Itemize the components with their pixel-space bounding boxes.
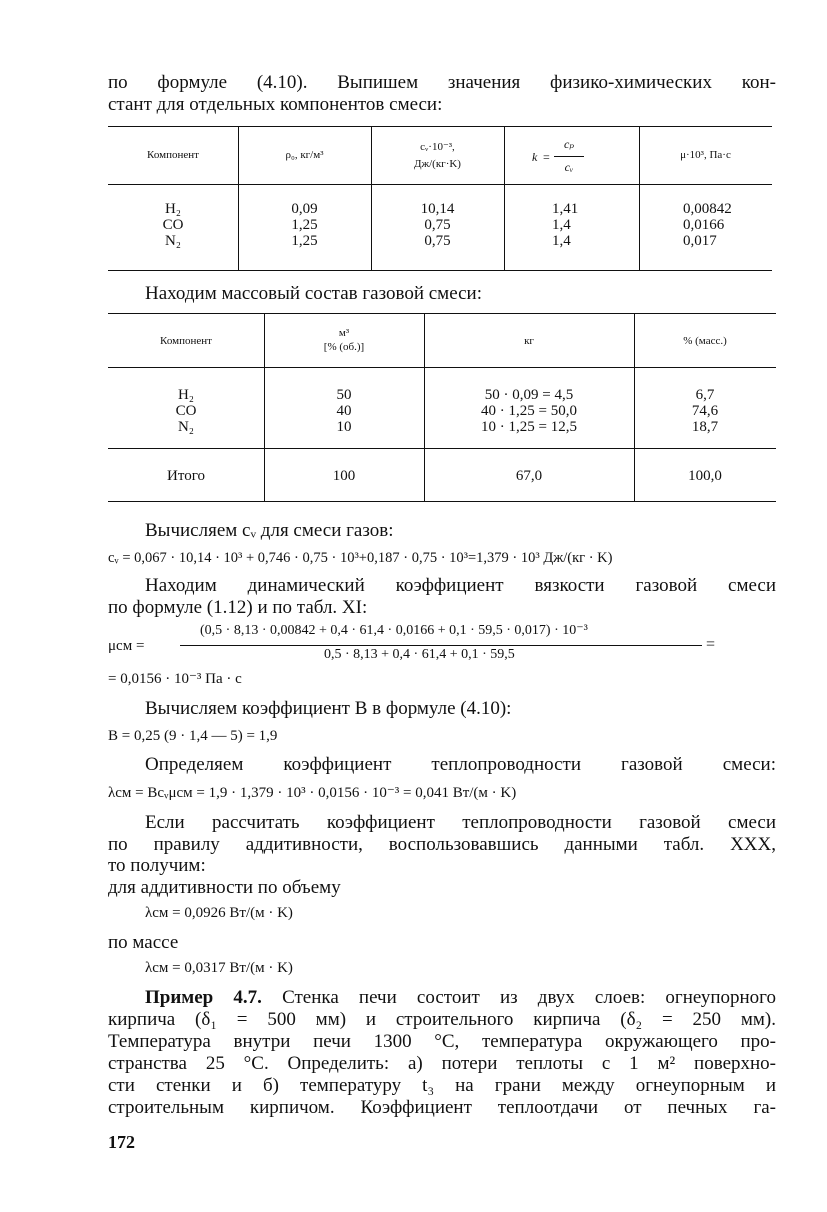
table2-total-volume: 100 [332,468,356,484]
table2-header-vol-pct: [% (об.)] [323,341,365,353]
table1-header-component: Компонент [147,149,199,161]
viscosity-numerator: (0,5 · 8,13 · 0,00842 + 0,4 · 61,4 · 0,0166 + 0,1 · 59,5 · 0,017) · 10⁻³ [200,623,588,638]
table2-top-rule [108,313,776,314]
table1-k: 1,4 [552,217,571,233]
table1-density: 0,09 [291,201,318,217]
example-label: Пример 4.7. [145,987,262,1008]
example-line-6: строительным кирпичом. Коэффициент теплоотдачи от печных га- [108,1097,776,1118]
table2-volume: 40 [336,403,352,419]
b-formula: B = 0,25 (9 · 1,4 — 5) = 1,9 [108,728,278,744]
by-volume-label: для аддитивности по объему [108,877,341,898]
table2-header-rule [108,367,776,368]
by-mass-formula: λсм = 0,0317 Вт/(м · K) [145,960,293,976]
table2-header-m3: м³ [338,327,350,339]
cv-heading: Вычисляем cᵥ для смеси газов: [145,520,394,541]
table1-viscosity: 0,017 [683,233,717,249]
table1-bottom-rule [108,270,772,271]
lambda-heading: Определяем коэффициент теплопроводности газовой смеси: [145,754,776,775]
table2-header-component: Компонент [160,335,212,347]
additive-line-1: Если рассчитать коэффициент теплопроводности газовой смеси [145,812,776,833]
table2-header-kg: кг [524,335,534,347]
intro-line-2: стант для отдельных компонентов смеси: [108,94,443,115]
viscosity-result: = 0,0156 · 10⁻³ Па · с [108,671,242,687]
example-line-1-text: Стенка печи состоит из двух слоев: огнеупорного [282,987,776,1008]
k-numerator: cₚ [563,137,575,151]
example-line-1 [145,987,776,1009]
example-line-4: странства 25 °C. Определить: а) потери теплоты с 1 м² поверхно- [108,1053,776,1074]
table2-total-label: Итого [167,468,205,484]
table1-top-rule [108,126,772,127]
table2-total-kg: 67,0 [515,468,543,484]
table1-header-cv: cᵥ·10⁻³, [420,141,455,153]
table1-header-density: ρ₀, кг/м³ [285,149,324,161]
example-line-3: Температура внутри печи 1300 °C, температура окружающего про- [108,1031,776,1052]
table2-volume: 50 [336,387,352,403]
by-volume-formula: λсм = 0,0926 Вт/(м · K) [145,905,293,921]
table2-total-mass: 100,0 [688,468,722,484]
table2-kg: 10 · 1,25 = 12,5 [481,419,577,435]
viscosity-denominator: 0,5 · 8,13 + 0,4 · 61,4 + 0,1 · 59,5 [324,647,515,662]
k-fraction-bar [554,156,584,157]
cv-formula: cᵥ = 0,067 · 10,14 · 10³ + 0,746 · 0,75 · 10³+0,187 · 0,75 · 10³=1,379 · 10³ Дж/(кг · K) [108,550,613,566]
additive-line-2: по правилу аддитивности, воспользовавшись данными табл. XXX, [108,834,776,855]
table1-header-cv-unit: Дж/(кг·K) [414,158,461,170]
table2-component: N₂ [177,419,195,435]
table2-kg: 40 · 1,25 = 50,0 [481,403,577,419]
viscosity-heading-line-1: Находим динамический коэффициент вязкости газовой смеси [145,575,776,596]
k-equals: = [543,150,550,164]
viscosity-fraction-bar [180,645,702,646]
page-number: 172 [108,1132,135,1152]
by-mass-label: по массе [108,932,179,953]
viscosity-heading-line-2: по формуле (1.12) и по табл. XI: [108,597,368,618]
table1-cv: 10,14 [420,201,455,217]
table1-component: N₂ [164,233,182,249]
table1-density: 1,25 [291,217,318,233]
table1-component: CO [162,217,184,233]
k-symbol: k [532,150,538,164]
table1-header-rule [108,184,772,185]
table2-component: H₂ [177,387,195,403]
table2-header-mass-pct: % (масс.) [683,335,727,347]
table2-component: CO [175,403,197,419]
table2-volume: 10 [336,419,352,435]
b-heading: Вычисляем коэффициент B в формуле (4.10): [145,698,512,719]
mass-composition-heading: Находим массовый состав газовой смеси: [145,283,482,304]
table2-mass-pct: 74,6 [691,403,719,419]
table2-total-rule [108,448,776,449]
table1-viscosity: 0,00842 [683,201,732,217]
table1-component: H₂ [164,201,182,217]
table1-density: 1,25 [291,233,318,249]
table1-header-viscosity: μ·10³, Па·с [680,149,731,161]
intro-line-1: по формуле (4.10). Выпишем значения физико-химических кон- [108,72,776,93]
table2-mass-pct: 6,7 [695,387,715,403]
table2-kg: 50 · 0,09 = 4,5 [484,387,574,403]
example-line-5: сти стенки и б) температуру t₃ на грани между огнеупорным и [108,1075,776,1096]
table1-k: 1,4 [552,233,571,249]
example-line-2: кирпича (δ₁ = 500 мм) и строительного кирпича (δ₂ = 250 мм). [108,1009,776,1030]
viscosity-lhs: μсм = [108,638,145,654]
table2-mass-pct: 18,7 [691,419,719,435]
table1-header-k [504,134,639,182]
table1-cv: 0,75 [424,217,451,233]
table1-viscosity: 0,0166 [683,217,725,233]
table1-k: 1,41 [552,201,579,217]
k-denominator: cᵥ [564,160,574,174]
table1-cv: 0,75 [424,233,451,249]
additive-line-3: то получим: [108,855,206,876]
viscosity-equals: = [706,636,716,653]
table2-bottom-rule [108,501,776,502]
lambda-formula: λсм = Bcᵥμсм = 1,9 · 1,379 · 10³ · 0,0156 · 10⁻³ = 0,041 Вт/(м · K) [108,785,517,801]
